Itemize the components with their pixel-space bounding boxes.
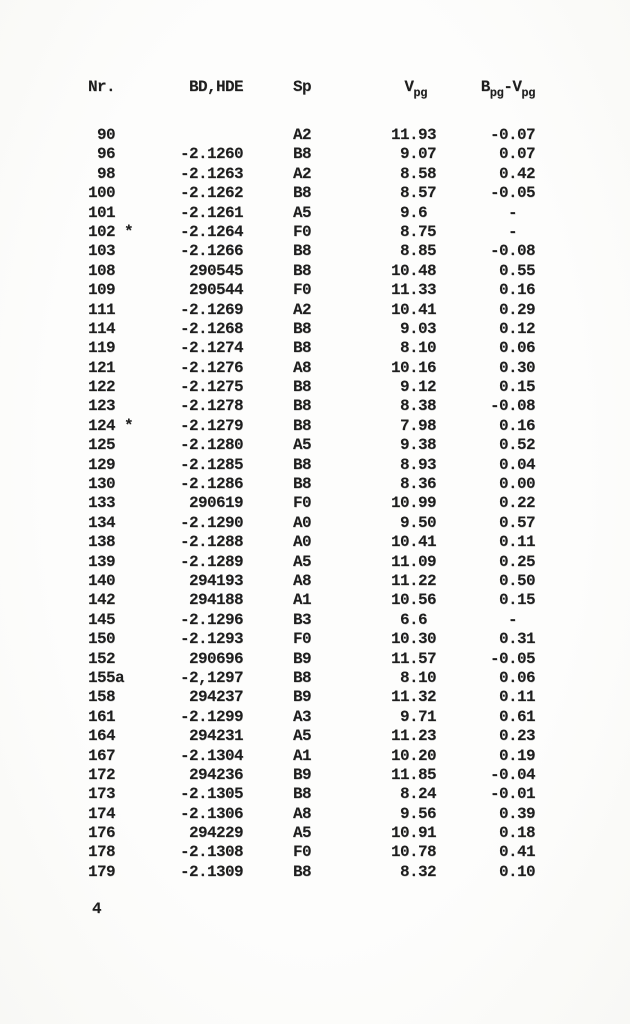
cell-bd-hde: 294236 [188, 765, 243, 784]
cell-spectral-type: F0 [293, 494, 312, 513]
cell-vpg: 9.56 [399, 804, 436, 823]
cell-bd-hde: -2.1264 [179, 222, 243, 241]
table-row [0, 320, 535, 339]
cell-spectral-type: A5 [293, 436, 312, 455]
cell-bpg-minus-vpg: 0.30 [498, 358, 535, 377]
cell-bpg-minus-vpg: 0.15 [498, 378, 535, 397]
cell-bd-hde: 290545 [188, 261, 243, 280]
cell-vpg: 9.03 [399, 319, 436, 338]
cell-spectral-type: B9 [293, 765, 312, 784]
table-row [0, 669, 535, 688]
cell-bpg-minus-vpg: -0.04 [489, 765, 535, 784]
cell-nr: 103 [88, 242, 116, 261]
cell-vpg: 11.85 [390, 765, 436, 784]
cell-bd-hde: -2.1266 [179, 242, 243, 261]
cell-bd-hde: -2.1296 [179, 610, 243, 629]
cell-vpg: 11.23 [390, 727, 436, 746]
cell-bd-hde: 294231 [188, 727, 243, 746]
cell-vpg: 7.98 [399, 416, 436, 435]
cell-bpg-minus-vpg: 0.10 [498, 862, 535, 881]
cell-spectral-type: A5 [293, 552, 312, 571]
cell-bpg-minus-vpg: -0.05 [489, 649, 535, 668]
cell-vpg: 11.22 [390, 571, 436, 590]
cell-spectral-type: A3 [293, 707, 312, 726]
table-row [0, 572, 535, 591]
cell-nr: 145 [88, 610, 116, 629]
cell-nr: 161 [88, 707, 116, 726]
cell-spectral-type: A2 [293, 300, 312, 319]
cell-spectral-type: B8 [293, 416, 312, 435]
cell-bd-hde: 290544 [188, 281, 243, 300]
cell-bd-hde: 294188 [188, 591, 243, 610]
cell-spectral-type: B8 [293, 668, 312, 687]
cell-vpg: 8.38 [399, 397, 436, 416]
cell-bd-hde: -2.1304 [179, 746, 243, 765]
table-row [0, 591, 535, 610]
cell-bd-hde: -2,1297 [179, 668, 243, 687]
cell-bpg-minus-vpg: 0.06 [498, 668, 535, 687]
cell-spectral-type: B8 [293, 242, 312, 261]
cell-vpg: 10.16 [390, 358, 436, 377]
cell-bd-hde: -2.1285 [179, 455, 243, 474]
cell-vpg: 8.32 [399, 862, 436, 881]
cell-bpg-minus-vpg: 0.15 [498, 591, 535, 610]
cell-nr: 100 [88, 184, 116, 203]
cell-spectral-type: F0 [293, 630, 312, 649]
table-row [0, 184, 535, 203]
cell-spectral-type: B8 [293, 145, 312, 164]
cell-bpg-minus-vpg: 0.11 [498, 533, 535, 552]
cell-bpg-minus-vpg: - [507, 203, 535, 222]
cell-bd-hde: -2.1268 [179, 319, 243, 338]
table-row [0, 688, 535, 707]
cell-nr: 178 [88, 843, 116, 862]
cell-bd-hde: 290696 [188, 649, 243, 668]
table-row [0, 843, 535, 862]
cell-spectral-type: A0 [293, 533, 312, 552]
cell-nr: 134 [88, 513, 116, 532]
vpg-subscript: pg [413, 86, 427, 100]
table-row [0, 514, 535, 533]
cell-bpg-minus-vpg: 0.25 [498, 552, 535, 571]
cell-spectral-type: A8 [293, 571, 312, 590]
cell-bpg-minus-vpg: -0.05 [489, 184, 535, 203]
table-row [0, 805, 535, 824]
cell-spectral-type: A8 [293, 358, 312, 377]
cell-bpg-minus-vpg: - [507, 222, 535, 241]
cell-spectral-type: B8 [293, 397, 312, 416]
cell-spectral-type: A1 [293, 746, 312, 765]
cell-spectral-type: B8 [293, 862, 312, 881]
cell-vpg: 11.93 [390, 126, 436, 144]
cell-bpg-minus-vpg: -0.08 [489, 242, 535, 261]
cell-vpg: 10.30 [390, 630, 436, 649]
table-row [0, 611, 535, 630]
cell-vpg: 11.33 [390, 281, 436, 300]
cell-bpg-minus-vpg: 0.04 [498, 455, 535, 474]
cell-vpg: 8.93 [399, 455, 436, 474]
cell-nr: 90 [88, 126, 116, 144]
table-row [0, 301, 535, 320]
cell-bpg-minus-vpg: 0.52 [498, 436, 535, 455]
table-row [0, 223, 535, 242]
cell-vpg: 8.85 [399, 242, 436, 261]
cell-bd-hde: -2.1286 [179, 475, 243, 494]
table-row [0, 533, 535, 552]
cell-spectral-type: A5 [293, 824, 312, 843]
cell-bpg-minus-vpg: 0.42 [498, 164, 535, 183]
cell-bpg-minus-vpg: -0.08 [489, 397, 535, 416]
cell-spectral-type: B8 [293, 261, 312, 280]
cell-nr: 140 [88, 571, 116, 590]
cell-nr: 108 [88, 261, 116, 280]
table-row [0, 747, 535, 766]
cell-nr: 150 [88, 630, 116, 649]
cell-bd-hde: 294237 [188, 688, 243, 707]
cell-bpg-minus-vpg: 0.07 [498, 145, 535, 164]
table-row [0, 650, 535, 669]
cell-spectral-type: A8 [293, 804, 312, 823]
cell-bpg-minus-vpg: 0.41 [498, 843, 535, 862]
cell-vpg: 8.10 [399, 668, 436, 687]
cell-spectral-type: A2 [293, 126, 312, 144]
cell-nr: 121 [88, 358, 116, 377]
cell-bpg-minus-vpg: - [507, 610, 535, 629]
table-row [0, 378, 535, 397]
cell-bpg-minus-vpg: 0.11 [498, 688, 535, 707]
cell-bd-hde: -2.1308 [179, 843, 243, 862]
cell-bpg-minus-vpg: 0.00 [498, 475, 535, 494]
cell-vpg: 9.38 [399, 436, 436, 455]
cell-nr: 164 [88, 727, 116, 746]
cell-bd-hde: 294229 [188, 824, 243, 843]
cell-bpg-minus-vpg: 0.31 [498, 630, 535, 649]
cell-spectral-type: B8 [293, 184, 312, 203]
cell-nr: 155a [88, 668, 125, 687]
cell-nr: 114 [88, 319, 116, 338]
cell-spectral-type: B8 [293, 378, 312, 397]
cell-spectral-type: A5 [293, 203, 312, 222]
cell-spectral-type: A5 [293, 727, 312, 746]
cell-bd-hde: -2.1262 [179, 184, 243, 203]
minus-vpg-symbol: -V [503, 78, 522, 96]
cell-vpg: 10.91 [390, 824, 436, 843]
cell-bpg-minus-vpg: 0.19 [498, 746, 535, 765]
cell-bd-hde: -2.1280 [179, 436, 243, 455]
table-row [0, 262, 535, 281]
cell-spectral-type: A1 [293, 591, 312, 610]
cell-nr: 101 [88, 203, 116, 222]
bpg-subscript: pg [489, 86, 504, 100]
cell-bd-hde: -2.1289 [179, 552, 243, 571]
table-row [0, 417, 535, 436]
cell-bpg-minus-vpg: 0.18 [498, 824, 535, 843]
cell-bd-hde: -2.1309 [179, 862, 243, 881]
cell-bd-hde: 290619 [188, 494, 243, 513]
cell-bpg-minus-vpg: 0.61 [498, 707, 535, 726]
cell-spectral-type: F0 [293, 222, 312, 241]
cell-nr: 111 [88, 300, 116, 319]
cell-vpg: 10.41 [390, 533, 436, 552]
cell-nr: 102 * [88, 222, 134, 241]
cell-nr: 179 [88, 862, 116, 881]
cell-spectral-type: F0 [293, 281, 312, 300]
cell-nr: 138 [88, 533, 116, 552]
cell-bd-hde: -2.1305 [179, 785, 243, 804]
cell-bd-hde: -2.1299 [179, 707, 243, 726]
col-header-nr: Nr. [88, 78, 116, 96]
cell-bpg-minus-vpg: 0.23 [498, 727, 535, 746]
table-row [0, 204, 535, 223]
cell-nr: 109 [88, 281, 116, 300]
cell-bpg-minus-vpg: 0.16 [498, 281, 535, 300]
bpg-symbol: B [480, 78, 490, 96]
table-row [0, 766, 535, 785]
table-row [0, 785, 535, 804]
cell-spectral-type: B8 [293, 475, 312, 494]
table-row [0, 436, 535, 455]
cell-vpg: 8.57 [399, 184, 436, 203]
table-row [0, 281, 535, 300]
cell-bpg-minus-vpg: -0.07 [489, 126, 535, 144]
cell-spectral-type: B3 [293, 610, 312, 629]
cell-vpg: 8.58 [399, 164, 436, 183]
table-row [0, 339, 535, 358]
minus-vpg-subscript: pg [521, 86, 535, 100]
cell-vpg: 10.78 [390, 843, 436, 862]
cell-vpg: 9.6 [399, 203, 436, 222]
table-row [0, 242, 535, 261]
cell-vpg: 9.07 [399, 145, 436, 164]
cell-nr: 119 [88, 339, 116, 358]
cell-nr: 176 [88, 824, 116, 843]
cell-vpg: 8.36 [399, 475, 436, 494]
table-row [0, 145, 535, 164]
table-row [0, 475, 535, 494]
cell-nr: 167 [88, 746, 116, 765]
table-row [0, 126, 535, 145]
cell-vpg: 9.71 [399, 707, 436, 726]
cell-bd-hde: 294193 [188, 571, 243, 590]
cell-spectral-type: B8 [293, 319, 312, 338]
cell-nr: 125 [88, 436, 116, 455]
table-row [0, 456, 535, 475]
cell-bd-hde: -2.1288 [179, 533, 243, 552]
cell-vpg: 9.12 [399, 378, 436, 397]
col-header-bd-hde: BD,HDE [188, 78, 243, 96]
cell-bd-hde: -2.1263 [179, 164, 243, 183]
cell-vpg: 10.41 [390, 300, 436, 319]
col-header-sp: Sp [293, 78, 312, 96]
cell-vpg: 10.20 [390, 746, 436, 765]
cell-bpg-minus-vpg: 0.12 [498, 319, 535, 338]
table-row [0, 397, 535, 416]
cell-bpg-minus-vpg: 0.57 [498, 513, 535, 532]
table-row [0, 630, 535, 649]
cell-bd-hde: -2.1275 [179, 378, 243, 397]
cell-vpg: 10.56 [390, 591, 436, 610]
cell-spectral-type: B8 [293, 785, 312, 804]
cell-bpg-minus-vpg: 0.16 [498, 416, 535, 435]
cell-vpg: 11.09 [390, 552, 436, 571]
cell-nr: 129 [88, 455, 116, 474]
cell-nr: 133 [88, 494, 116, 513]
page-number: 4 [92, 900, 102, 918]
cell-bd-hde: -2.1290 [179, 513, 243, 532]
cell-bd-hde: -2.1260 [179, 145, 243, 164]
col-header-bpg-minus-vpg [436, 77, 535, 100]
cell-vpg: 11.32 [390, 688, 436, 707]
cell-bpg-minus-vpg: 0.22 [498, 494, 535, 513]
cell-nr: 152 [88, 649, 116, 668]
table-row [0, 727, 535, 746]
cell-nr: 96 [88, 145, 116, 164]
cell-vpg: 10.48 [390, 261, 436, 280]
cell-nr: 124 * [88, 416, 134, 435]
cell-spectral-type: A0 [293, 513, 312, 532]
cell-spectral-type: B8 [293, 339, 312, 358]
table-row [0, 553, 535, 572]
cell-bd-hde: -2.1293 [179, 630, 243, 649]
cell-nr: 122 [88, 378, 116, 397]
cell-bd-hde: -2.1261 [179, 203, 243, 222]
table-row [0, 494, 535, 513]
cell-vpg: 9.50 [399, 513, 436, 532]
cell-nr: 172 [88, 765, 116, 784]
table-row [0, 165, 535, 184]
cell-spectral-type: F0 [293, 843, 312, 862]
cell-vpg: 10.99 [390, 494, 436, 513]
table-row [0, 863, 535, 882]
cell-spectral-type: B9 [293, 688, 312, 707]
cell-vpg: 11.57 [390, 649, 436, 668]
table-row [0, 824, 535, 843]
cell-spectral-type: B8 [293, 455, 312, 474]
cell-nr: 139 [88, 552, 116, 571]
cell-vpg: 8.75 [399, 222, 436, 241]
cell-spectral-type: B9 [293, 649, 312, 668]
cell-nr: 158 [88, 688, 116, 707]
cell-bd-hde: -2.1306 [179, 804, 243, 823]
table-row [0, 708, 535, 727]
cell-bd-hde: -2.1276 [179, 358, 243, 377]
table-row [0, 359, 535, 378]
table-header-row [0, 77, 535, 100]
cell-bpg-minus-vpg: 0.55 [498, 261, 535, 280]
cell-bpg-minus-vpg: 0.50 [498, 571, 535, 590]
cell-nr: 173 [88, 785, 116, 804]
cell-bd-hde: -2.1278 [179, 397, 243, 416]
cell-nr: 142 [88, 591, 116, 610]
cell-bpg-minus-vpg: 0.29 [498, 300, 535, 319]
cell-bd-hde: -2.1269 [179, 300, 243, 319]
cell-bd-hde: -2.1274 [179, 339, 243, 358]
cell-nr: 98 [88, 164, 116, 183]
vpg-symbol: V [404, 78, 414, 96]
cell-vpg: 6.6 [399, 610, 436, 629]
table-body [0, 126, 535, 882]
col-header-vpg [345, 77, 436, 100]
cell-bpg-minus-vpg: 0.06 [498, 339, 535, 358]
cell-vpg: 8.24 [399, 785, 436, 804]
cell-nr: 123 [88, 397, 116, 416]
cell-spectral-type: A2 [293, 164, 312, 183]
cell-bpg-minus-vpg: -0.01 [489, 785, 535, 804]
cell-bpg-minus-vpg: 0.39 [498, 804, 535, 823]
cell-bd-hde: -2.1279 [179, 416, 243, 435]
cell-vpg: 8.10 [399, 339, 436, 358]
cell-nr: 130 [88, 475, 116, 494]
cell-nr: 174 [88, 804, 116, 823]
cell-bd-hde [158, 126, 243, 145]
